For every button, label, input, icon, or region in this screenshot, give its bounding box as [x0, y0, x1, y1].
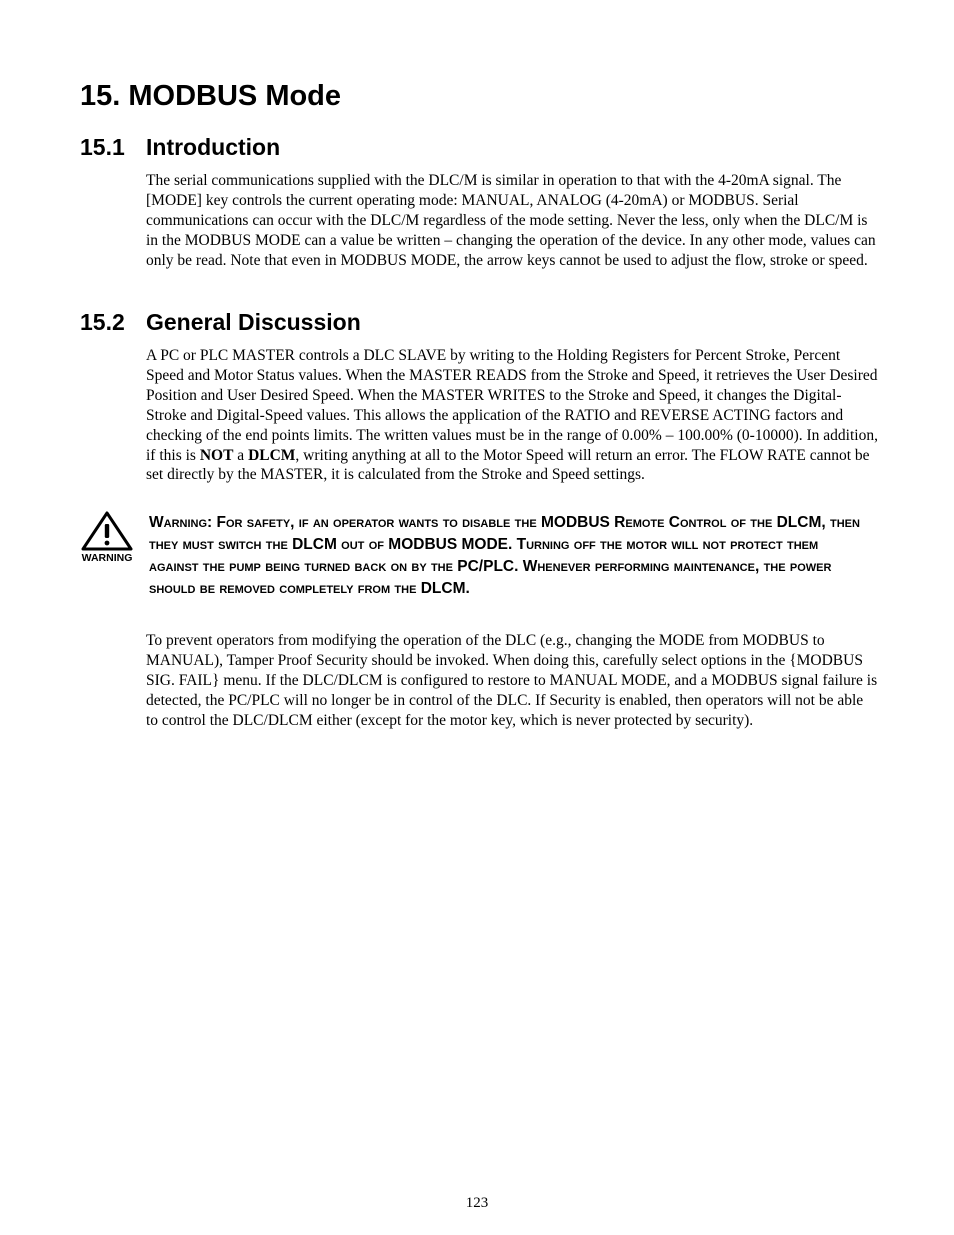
chapter-title: 15. MODBUS Mode: [80, 80, 342, 112]
page-number: 123: [465, 1195, 489, 1211]
section-number: 15.2: [80, 309, 125, 335]
section-number: 15.1: [80, 134, 125, 160]
warning-text: Warning: For safety, if an operator wants to disable the MODBUS Remote Control of the DLCM, then they must switch the DLCM out of MODBUS MODE. Turning off the motor will not protect them against the pump being turned back on by the PC/PLC. Whenever performing maintenance, the power should be removed completely from the DLCM.: [149, 514, 860, 597]
text-run: A PC or PLC MASTER controls a DLC SLAVE by writing to the Holding Registers for Percent Stroke, Percent Speed and Motor Status values. When the MASTER READS from the Stroke and Speed, it retrieves the User Desired Position and User Desired Speed. When the MASTER WRITES to the Stroke and Speed, it changes the Digital-Stroke and Digital-Speed values. This allows the application of the RATIO and REVERSE ACTING factors and checking of the end points limits. The written values must be in the range of 0.00% – 100.00% (0-10000). In addition, if this is: [146, 347, 878, 464]
text-run: , writing anything at all to the Motor Speed will return an error. The FLOW RATE cannot be set directly by the MASTER, it is calculated from the Stroke and Speed settings.: [146, 446, 870, 484]
warning-triangle-icon-graphic: [78, 511, 136, 551]
section-title: Introduction: [146, 134, 281, 160]
security-paragraph: To prevent operators from modifying the operation of the DLC (e.g., changing the MODE from MODBUS to MANUAL), Tamper Proof Security should be invoked. When doing this, carefully select options in the {MODBUS SIG. FAIL} menu. If the DLC/DLCM is configured to restore to MANUAL MODE, and a MODBUS signal failure is detected, the PC/PLC will no longer be in control of the DLC. If Security is enabled, then operators will not be able to control the DLC/DLCM either (except for the motor key, which is never protected by security).: [146, 632, 878, 729]
section-heading-introduction: [80, 132, 280, 162]
text-run: a: [233, 446, 249, 464]
warning-triangle-icon: [78, 511, 136, 567]
warning-label: WARNING: [81, 552, 133, 564]
general-discussion-paragraph: [146, 346, 878, 485]
introduction-paragraph: The serial communications supplied with the DLC/M is similar in operation to that with the 4-20mA signal. The [MODE] key controls the current operating mode: MANUAL, ANALOG (4-20mA) or MODBUS. Serial communications can occur with the DLC/M regardless of the mode setting. Never the less, only when the DLC/M is in the MODBUS MODE can a value be written – changing the operation of the device. In any other mode, values can only be read. Note that even in MODBUS MODE, the arrow keys cannot be used to adjust the flow, stroke or speed.: [146, 172, 876, 269]
emphasis-dlcm: DLCM: [248, 446, 296, 464]
section-heading-general-discussion: [80, 307, 361, 337]
emphasis-not: NOT: [199, 446, 234, 464]
section-title: General Discussion: [146, 309, 361, 335]
